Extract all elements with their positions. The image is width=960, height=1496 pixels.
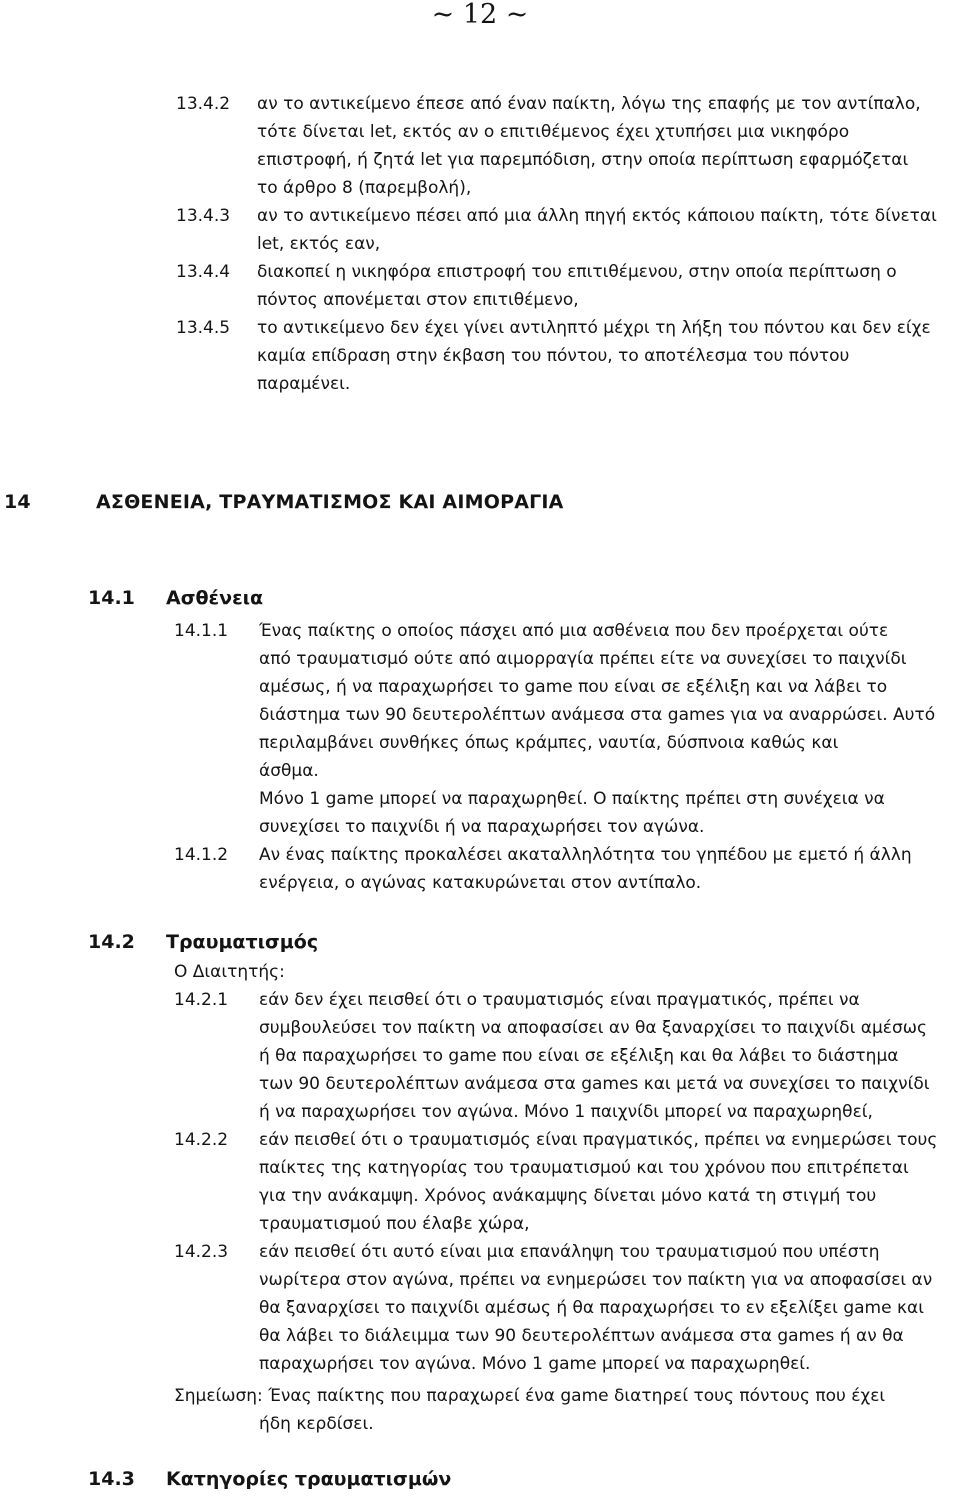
rule-text-line: το αντικείμενο δεν έχει γίνει αντιληπτό μέχρι τη λήξη του πόντου και δεν είχε bbox=[257, 318, 931, 338]
rule-text-line: παραχωρήσει τον αγώνα. Μόνο 1 game μπορεί να παραχωρηθεί. bbox=[259, 1354, 811, 1374]
rule-text-line: αν το αντικείμενο έπεσε από έναν παίκτη, λόγω της επαφής με τον αντίπαλο, bbox=[257, 94, 921, 114]
rule-text-line: αμέσως, ή να παραχωρήσει το game που είναι σε εξέλιξη και να λάβει το bbox=[259, 677, 888, 697]
subsection-number: 14.2 bbox=[88, 931, 135, 953]
rule-text-line: διακοπεί η νικηφόρα επιστροφή του επιτιθέμενου, στην οποία περίπτωση ο bbox=[257, 262, 897, 282]
referee-intro: Ο Διαιτητής: bbox=[174, 962, 285, 982]
rule-text-line: αν το αντικείμενο πέσει από μια άλλη πηγή εκτός κάποιου παίκτη, τότε δίνεται bbox=[257, 206, 937, 226]
subsection-number: 14.3 bbox=[88, 1468, 135, 1490]
note-line: ήδη κερδίσει. bbox=[259, 1414, 374, 1434]
rule-text-line: από τραυματισμό ούτε από αιμορραγία πρέπει είτε να συνεχίσει το παιχνίδι bbox=[259, 649, 907, 669]
rule-text-line: παραμένει. bbox=[257, 374, 351, 394]
rule-text-line: παίκτες της κατηγορίας του τραυματισμού και του χρόνου που επιτρέπεται bbox=[259, 1158, 909, 1178]
rule-text-line: ή θα παραχωρήσει το game που είναι σε εξέλιξη και θα λάβει το διάστημα bbox=[259, 1046, 899, 1066]
rule-text-line: ή να παραχωρήσει τον αγώνα. Μόνο 1 παιχνίδι μπορεί να παραχωρηθεί, bbox=[259, 1102, 873, 1122]
rule-text-line: τότε δίνεται let, εκτός αν ο επιτιθέμενος έχει χτυπήσει μια νικηφόρο bbox=[257, 122, 850, 142]
rule-text-line: καμία επίδραση στην έκβαση του πόντου, το αποτέλεσμα του πόντου bbox=[257, 346, 850, 366]
rule-number: 13.4.3 bbox=[176, 206, 231, 226]
rule-text-line: πόντος απονέμεται στον επιτιθέμενο, bbox=[257, 290, 579, 310]
rule-text-line: άσθμα. bbox=[259, 761, 319, 781]
section-number: 14 bbox=[4, 491, 31, 513]
rule-text-line: θα ξαναρχίσει το παιχνίδι αμέσως ή θα παραχωρήσει το εν εξελίξει game και bbox=[259, 1298, 924, 1318]
subsection-title: Ασθένεια bbox=[166, 587, 264, 609]
note-line: Σημείωση: Ένας παίκτης που παραχωρεί ένα game διατηρεί τους πόντους που έχει bbox=[174, 1386, 886, 1406]
rule-text-line: περιλαμβάνει συνθήκες όπως κράμπες, ναυτία, δύσπνοια καθώς και bbox=[259, 733, 839, 753]
rule-number: 14.2.2 bbox=[174, 1130, 229, 1150]
rule-text-line: εάν πεισθεί ότι αυτό είναι μια επανάληψη του τραυματισμού που υπέστη bbox=[259, 1242, 880, 1262]
rule-text-line: εάν δεν έχει πεισθεί ότι ο τραυματισμός είναι πραγματικός, πρέπει να bbox=[259, 990, 860, 1010]
rule-text-line: διάστημα των 90 δευτερολέπτων ανάμεσα στα games για να αναρρώσει. Αυτό bbox=[259, 705, 936, 725]
rule-text-line: θα λάβει το διάλειμμα των 90 δευτερολέπτων ανάμεσα στα games ή αν θα bbox=[259, 1326, 904, 1346]
rule-text-line: Ένας παίκτης ο οποίος πάσχει από μια ασθένεια που δεν προέρχεται ούτε bbox=[259, 621, 889, 641]
rule-text-line: των 90 δευτερολέπτων ανάμεσα στα games και μετά να συνεχίσει το παιχνίδι bbox=[259, 1074, 930, 1094]
rule-text-line: συνεχίσει το παιχνίδι ή να παραχωρήσει τον αγώνα. bbox=[259, 817, 705, 837]
rule-number: 13.4.2 bbox=[176, 94, 231, 114]
subsection-title: Τραυματισμός bbox=[166, 931, 319, 953]
rule-text-line: let, εκτός εαν, bbox=[257, 234, 381, 254]
rule-number: 14.2.1 bbox=[174, 990, 229, 1010]
rule-text-line: εάν πεισθεί ότι ο τραυματισμός είναι πραγματικός, πρέπει να ενημερώσει τους bbox=[259, 1130, 938, 1150]
rule-text-line: το άρθρο 8 (παρεμβολή), bbox=[257, 178, 472, 198]
subsection-number: 14.1 bbox=[88, 587, 135, 609]
rule-number: 14.1.1 bbox=[174, 621, 229, 641]
rule-text-line: ενέργεια, ο αγώνας κατακυρώνεται στον αντίπαλο. bbox=[259, 873, 702, 893]
rule-text-line: νωρίτερα στον αγώνα, πρέπει να ενημερώσει τον παίκτη για να αποφασίσει αν bbox=[259, 1270, 933, 1290]
rule-text-line: τραυματισμού που έλαβε χώρα, bbox=[259, 1214, 530, 1234]
rule-text-line: επιστροφή, ή ζητά let για παρεμπόδιση, στην οποία περίπτωση εφαρμόζεται bbox=[257, 150, 909, 170]
rule-number: 13.4.5 bbox=[176, 318, 231, 338]
subsection-title: Κατηγορίες τραυματισμών bbox=[166, 1468, 452, 1490]
rule-number: 13.4.4 bbox=[176, 262, 231, 282]
page-number: ~ 12 ~ bbox=[431, 0, 529, 30]
rule-text-line: συμβουλεύσει τον παίκτη να αποφασίσει αν θα ξαναρχίσει το παιχνίδι αμέσως bbox=[259, 1018, 927, 1038]
rule-text-line: για την ανάκαμψη. Χρόνος ανάκαμψης δίνεται μόνο κατά τη στιγμή του bbox=[259, 1186, 877, 1206]
rule-text-line: Αν ένας παίκτης προκαλέσει ακαταλληλότητα του γηπέδου με εμετό ή άλλη bbox=[259, 845, 912, 865]
rule-number: 14.2.3 bbox=[174, 1242, 229, 1262]
section-title: ΑΣΘΕΝΕΙΑ, ΤΡΑΥΜΑΤΙΣΜΟΣ ΚΑΙ ΑΙΜΟΡΑΓΙΑ bbox=[96, 491, 564, 513]
rule-text-line: Μόνο 1 game μπορεί να παραχωρηθεί. Ο παίκτης πρέπει στη συνέχεια να bbox=[259, 789, 885, 809]
rule-number: 14.1.2 bbox=[174, 845, 229, 865]
